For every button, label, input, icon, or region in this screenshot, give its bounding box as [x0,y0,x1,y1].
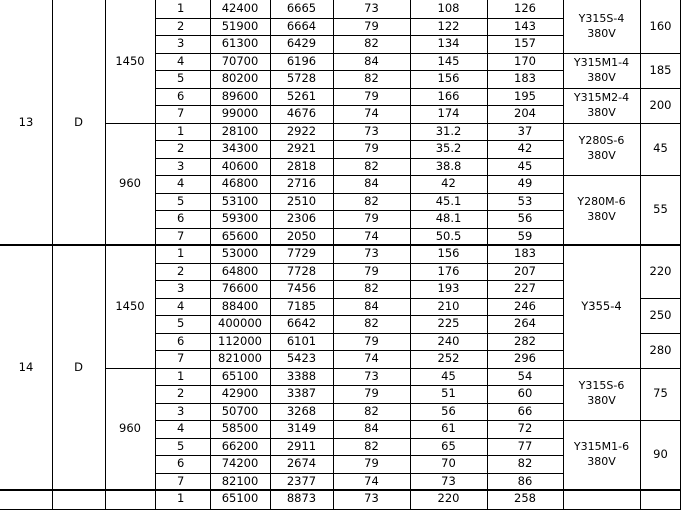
total-pressure: 2674 [286,456,317,471]
motor-divider [563,420,681,421]
flow-rate: 40600 [221,158,259,173]
motor-divider [563,53,681,54]
required-power: 45 [517,158,533,173]
motor-spec [563,88,640,123]
row-divider [155,473,563,474]
flow-rate: 66200 [221,438,259,453]
flow-rate: 65100 [221,491,259,506]
flow-rate: 99000 [221,106,259,121]
shaft-power: 35.2 [435,141,462,156]
motor-voltage: 380V [587,210,616,223]
point-number: 1 [177,491,185,506]
efficiency: 79 [364,456,379,471]
required-power: 53 [517,193,533,208]
rotation-speed: 960 [119,421,141,436]
efficiency: 73 [364,491,379,506]
shaft-power: 225 [437,316,460,331]
row-divider [155,175,563,176]
motor-voltage: 380V [587,105,616,119]
required-power: 82 [517,456,533,471]
required-power: 72 [517,421,533,436]
point-number: 5 [177,316,185,331]
point-number: 6 [177,88,185,103]
flow-rate: 88400 [221,298,259,313]
total-pressure: 2050 [286,228,317,243]
efficiency: 73 [364,123,379,138]
total-pressure: 3387 [286,386,317,401]
total-pressure: 6665 [286,1,317,16]
flow-rate: 89600 [221,88,259,103]
efficiency: 79 [364,211,379,226]
flow-rate: 65600 [221,228,259,243]
shaft-power: 193 [437,281,460,296]
point-number: 3 [177,158,185,173]
point-number: 2 [177,386,185,401]
total-pressure: 6196 [286,53,317,68]
motor-spec [563,420,640,490]
point-number: 4 [177,298,185,313]
motor-voltage: 380V [587,26,616,40]
column-divider [333,0,334,510]
flow-rate: 28100 [221,123,259,138]
row-divider [155,438,563,439]
shaft-power: 220 [437,491,460,506]
point-number: 6 [177,211,185,226]
flow-rate: 80200 [221,71,259,86]
motor-divider [563,175,681,176]
required-power: 49 [517,176,533,191]
shaft-power: 134 [437,36,460,51]
row-divider [155,350,563,351]
efficiency: 84 [364,298,379,313]
efficiency: 82 [364,193,379,208]
point-number: 1 [177,368,185,383]
required-power: 246 [514,298,536,313]
total-pressure: 6429 [286,36,317,51]
motor-divider [563,123,681,124]
column-divider [410,0,411,510]
point-number: 7 [177,351,185,366]
flow-rate: 70700 [221,53,259,68]
required-power: 296 [514,351,536,366]
rotation-speed: 960 [119,176,141,191]
flow-rate: 64800 [221,263,259,278]
row-divider [155,333,563,334]
total-pressure: 8873 [286,491,317,506]
efficiency: 82 [364,71,379,86]
efficiency: 79 [364,88,379,103]
flow-rate: 42900 [221,386,259,401]
motor-divider [563,368,681,369]
required-power: 157 [514,36,536,51]
total-pressure: 2306 [286,211,317,226]
shaft-power: 65 [441,438,456,453]
flow-rate: 42400 [221,1,259,16]
motor-power-kw: 280 [649,342,672,357]
point-number: 1 [177,123,185,138]
required-power: 227 [514,281,536,296]
shaft-power: 48.1 [435,211,462,226]
row-divider [155,140,563,141]
efficiency: 79 [364,263,379,278]
required-power: 195 [514,88,536,103]
point-number: 2 [177,141,185,156]
column-divider [105,0,106,510]
motor-power-kw: 75 [653,386,668,401]
efficiency: 79 [364,386,379,401]
total-pressure: 3268 [286,403,317,418]
shaft-power: 50.5 [435,228,462,243]
motor-power-kw: 185 [649,62,672,77]
row-divider [155,420,563,421]
point-number: 2 [177,263,185,278]
total-pressure: 6642 [286,316,317,331]
motor-voltage: 380V [587,70,616,84]
required-power: 66 [517,403,533,418]
motor-power-kw: 90 [653,447,668,462]
required-power: 282 [514,333,536,348]
total-pressure: 2818 [286,158,317,173]
efficiency: 82 [364,403,379,418]
motor-model: Y315S-6 [578,379,625,393]
total-pressure: 2510 [286,193,317,208]
efficiency: 82 [364,316,379,331]
total-pressure: 6664 [286,18,317,33]
point-number: 3 [177,281,185,296]
group-separator [0,489,681,491]
motor-model: Y315M2-4 [573,90,630,104]
motor-divider [640,333,681,334]
total-pressure: 4676 [286,106,317,121]
efficiency: 82 [364,158,379,173]
flow-rate: 34300 [221,141,259,156]
row-divider [155,210,563,211]
shaft-power: 73 [441,473,456,488]
total-pressure: 2921 [286,141,317,156]
speed-divider [105,123,155,124]
required-power: 170 [514,53,536,68]
shaft-power: 45 [441,368,456,383]
row-divider [155,368,563,369]
point-number: 5 [177,71,185,86]
required-power: 59 [517,228,533,243]
fan-type: D [74,114,83,129]
point-number: 7 [177,473,185,488]
motor-power-kw: 200 [649,97,672,112]
total-pressure: 7729 [286,246,317,261]
motor-power-kw: 250 [649,307,672,322]
shaft-power: 210 [437,298,460,313]
row-divider [155,280,563,281]
row-divider [155,105,563,106]
fan-type: D [74,359,83,374]
flow-rate: 50700 [221,403,259,418]
row-divider [155,35,563,36]
group-number: 13 [18,114,34,129]
point-number: 7 [177,228,185,243]
total-pressure: 2716 [286,176,317,191]
motor-power-kw: 55 [653,202,668,217]
flow-rate: 59300 [221,211,259,226]
motor-voltage: 380V [587,394,616,407]
point-number: 5 [177,438,185,453]
shaft-power: 70 [441,456,456,471]
shaft-power: 122 [437,18,460,33]
shaft-power: 45.1 [435,193,462,208]
required-power: 37 [517,123,533,138]
point-number: 3 [177,36,185,51]
efficiency: 82 [364,36,379,51]
total-pressure: 5261 [286,88,317,103]
flow-rate: 53100 [221,193,259,208]
required-power: 42 [517,141,533,156]
row-divider [155,123,563,124]
column-divider [640,0,641,510]
total-pressure: 5423 [286,351,317,366]
flow-rate: 46800 [221,176,259,191]
total-pressure: 2377 [286,473,317,488]
required-power: 126 [514,1,536,16]
motor-spec [563,123,640,175]
motor-power-kw: 160 [649,18,672,33]
total-pressure: 2911 [286,438,317,453]
shaft-power: 38.8 [435,158,462,173]
required-power: 86 [517,473,533,488]
column-divider [270,0,271,510]
flow-rate: 53000 [221,246,259,261]
efficiency: 82 [364,438,379,453]
row-divider [155,70,563,71]
required-power: 264 [514,316,536,331]
flow-rate: 82100 [221,473,259,488]
row-divider [155,18,563,19]
shaft-power: 51 [441,386,456,401]
flow-rate: 821000 [218,351,262,366]
motor-spec [563,53,640,88]
motor-voltage: 380V [587,455,616,468]
efficiency: 73 [364,1,379,16]
required-power: 183 [514,246,536,261]
flow-rate: 65100 [221,368,259,383]
flow-rate: 61300 [221,36,259,51]
shaft-power: 240 [437,333,460,348]
total-pressure: 3388 [286,368,317,383]
shaft-power: 166 [437,88,460,103]
column-divider [52,0,53,510]
motor-spec [563,0,640,53]
shaft-power: 145 [437,53,460,68]
row-divider [155,193,563,194]
motor-spec [563,368,640,420]
group-separator [0,244,681,246]
point-number: 4 [177,53,185,68]
point-number: 1 [177,1,185,16]
row-divider [155,298,563,299]
flow-rate: 58500 [221,421,259,436]
efficiency: 84 [364,53,379,68]
total-pressure: 5728 [286,71,317,86]
point-number: 4 [177,421,185,436]
column-divider [487,0,488,510]
group-number: 14 [18,359,34,374]
point-number: 7 [177,106,185,121]
point-number: 1 [177,246,185,261]
shaft-power: 61 [441,421,456,436]
shaft-power: 174 [437,106,460,121]
row-divider [155,455,563,456]
point-number: 4 [177,176,185,191]
required-power: 54 [517,368,533,383]
point-number: 5 [177,193,185,208]
row-divider [155,53,563,54]
efficiency: 73 [364,368,379,383]
shaft-power: 176 [437,263,460,278]
efficiency: 82 [364,281,379,296]
row-divider [155,88,563,89]
shaft-power: 156 [437,71,460,86]
total-pressure: 7456 [286,281,317,296]
motor-model: Y315S-4 [578,11,625,25]
shaft-power: 156 [437,246,460,261]
row-divider [155,403,563,404]
flow-rate: 74200 [221,456,259,471]
efficiency: 84 [364,176,379,191]
required-power: 204 [514,106,536,121]
efficiency: 79 [364,333,379,348]
row-divider [155,385,563,386]
point-number: 2 [177,18,185,33]
motor-power-kw: 220 [649,263,672,278]
required-power: 60 [517,386,533,401]
motor-power-kw: 45 [653,141,668,156]
efficiency: 79 [364,141,379,156]
total-pressure: 7185 [286,298,317,313]
efficiency: 74 [364,106,379,121]
row-divider [155,315,563,316]
shaft-power: 31.2 [435,123,462,138]
motor-model: Y315M1-6 [573,440,630,454]
column-divider [155,0,156,510]
point-number: 6 [177,333,185,348]
row-divider [155,158,563,159]
efficiency: 84 [364,421,379,436]
required-power: 56 [517,211,533,226]
shaft-power: 56 [441,403,456,418]
total-pressure: 2922 [286,123,317,138]
motor-voltage: 380V [587,149,616,162]
required-power: 258 [514,491,536,506]
column-divider [563,0,564,510]
total-pressure: 7728 [286,263,317,278]
flow-rate: 76600 [221,281,259,296]
shaft-power: 42 [441,176,456,191]
efficiency: 74 [364,351,379,366]
motor-divider [640,298,681,299]
point-number: 3 [177,403,185,418]
column-divider [210,0,211,510]
required-power: 77 [517,438,533,453]
efficiency: 79 [364,18,379,33]
flow-rate: 112000 [218,333,262,348]
flow-rate: 51900 [221,18,259,33]
efficiency: 74 [364,228,379,243]
motor-spec [563,175,640,245]
motor-model: Y355-4 [581,298,622,313]
motor-divider [563,88,681,89]
speed-divider [105,368,155,369]
point-number: 6 [177,456,185,471]
motor-model: Y315M1-4 [573,55,630,69]
shaft-power: 252 [437,351,460,366]
efficiency: 74 [364,473,379,488]
motor-model: Y280S-6 [578,134,625,148]
total-pressure: 3149 [286,421,317,436]
rotation-speed: 1450 [115,53,145,68]
shaft-power: 108 [437,1,460,16]
required-power: 143 [514,18,536,33]
required-power: 207 [514,263,536,278]
required-power: 183 [514,71,536,86]
efficiency: 73 [364,246,379,261]
row-divider [155,228,563,229]
total-pressure: 6101 [286,333,317,348]
row-divider [155,263,563,264]
flow-rate: 400000 [218,316,262,331]
motor-model: Y280M-6 [577,195,626,209]
rotation-speed: 1450 [115,298,145,313]
